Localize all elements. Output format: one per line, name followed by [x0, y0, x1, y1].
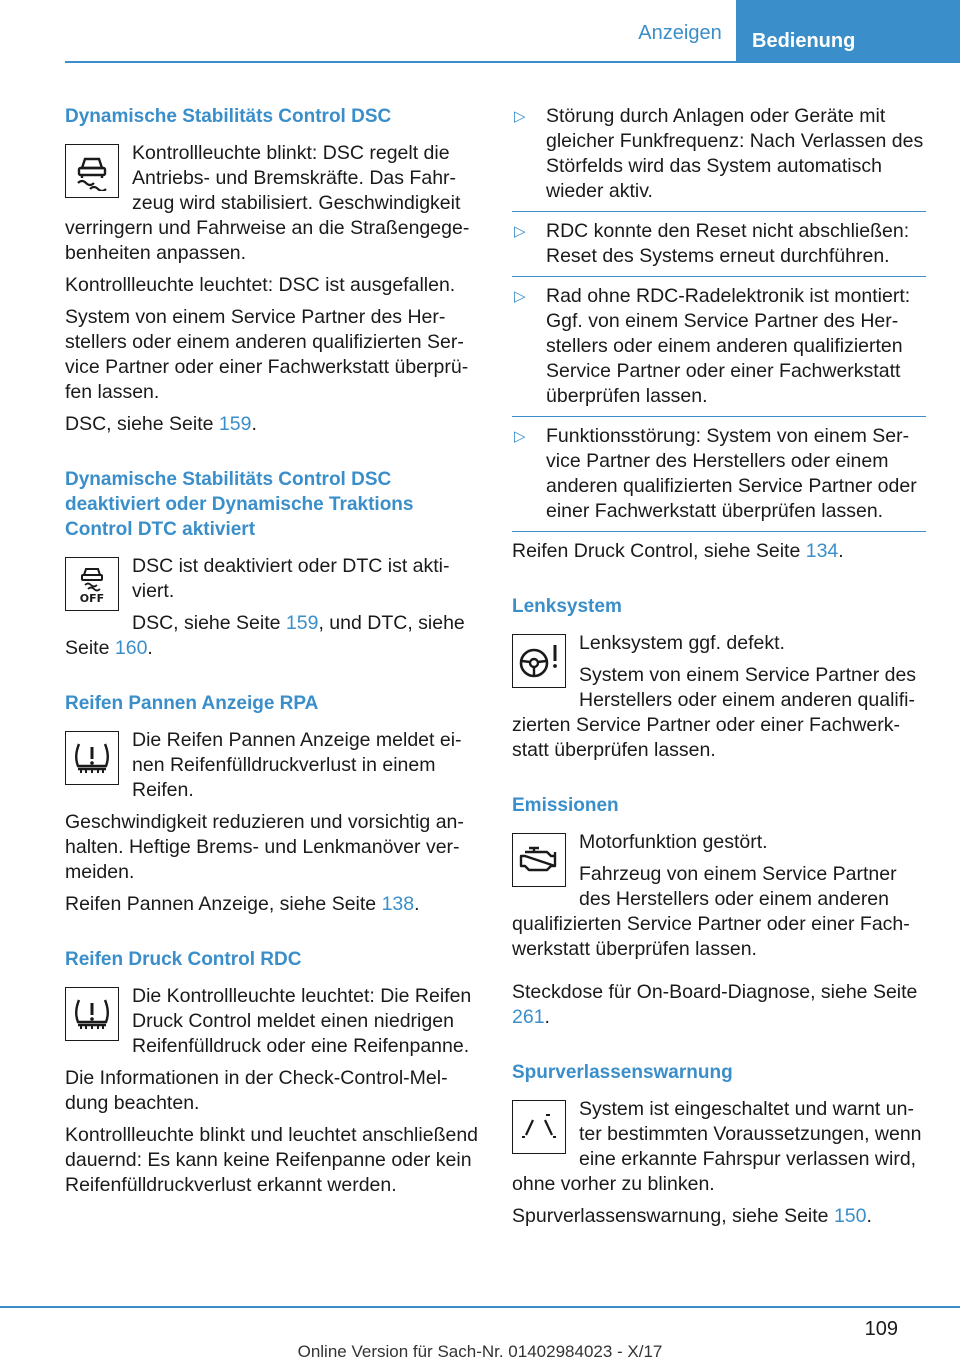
- icon-off-label: OFF: [79, 592, 105, 604]
- ref-text: .: [414, 893, 420, 915]
- dsc-off-reference: [65, 611, 479, 661]
- header-rule: [65, 61, 960, 63]
- rdc-reference: [512, 539, 926, 564]
- lenk-text-2: System von einem Service Partner des Herstellers oder einem anderen qualifizierten Service Partner oder einer Fachwerkstatt überprüfen lassen.: [512, 664, 917, 761]
- section-lenksystem: [512, 594, 926, 763]
- left-column: [65, 104, 479, 1228]
- tire-pressure-warning-icon: [65, 731, 119, 785]
- emis-text-2: Fahrzeug von einem Service Partner des Herstellers oder einem anderen qualifizierten Service Partner oder einer Fachwerkstatt überprüfen lassen.: [512, 863, 910, 960]
- dsc-car-skid-icon: [65, 144, 119, 198]
- engine-check-icon: [512, 833, 566, 887]
- rdc-text-3: Kontrollleuchte blinkt und leuchtet anschließend dauernd: Es kann keine Reifenpanne oder kein Reifenfülldruckverlust erkannt werden.: [65, 1124, 479, 1196]
- rdc-fault-list: [512, 104, 926, 532]
- dsc-off-text-1: DSC ist deaktiviert oder DTC ist aktiviert.: [132, 555, 450, 602]
- spur-text-1: System ist eingeschaltet und warnt unter bestimmten Voraussetzungen, wenn eine erkannte Fahrspur verlassen wird, ohne vorher zu blinken.: [512, 1098, 922, 1195]
- section-dsc-off: [65, 467, 479, 661]
- section-emissionen: [512, 793, 926, 1030]
- dsc-off-icon: [65, 557, 119, 611]
- rpa-text-1: Die Reifen Pannen Anzeige meldet einen Reifenfülldruckverlust in einem Reifen.: [132, 729, 462, 801]
- ref-text: .: [251, 413, 257, 435]
- page-number: 109: [864, 1318, 898, 1340]
- dsc-text-2: Kontrollleuchte leuchtet: DSC ist ausgefallen.: [65, 274, 456, 296]
- header-tab-anzeigen[interactable]: Anzeigen: [638, 22, 722, 44]
- section-title: Reifen Pannen Anzeige RPA: [65, 693, 319, 714]
- list-item-text: Rad ohne RDC-Radelektronik ist montiert: Ggf. von einem Service Partner des Herstellers oder einem anderen qualifizierten Service Partner oder einer Fachwerkstatt überprüfen lassen.: [546, 285, 911, 407]
- obd-reference: [512, 980, 926, 1030]
- section-title: Dynamische Stabilitäts Control DSC: [65, 106, 392, 127]
- triangle-bullet-icon: ▷: [514, 108, 526, 125]
- ref-text: , und DTC, siehe Seite: [65, 612, 465, 659]
- triangle-bullet-icon: ▷: [514, 223, 526, 240]
- page-link-138[interactable]: 138: [381, 893, 415, 915]
- footer-rule: [0, 1306, 960, 1308]
- section-title: Dynamische Stabilitäts Control DSC deaktiviert oder Dynamische Traktions Control DTC aktiviert: [65, 469, 414, 540]
- dsc-text-3: System von einem Service Partner des Herstellers oder einem anderen qualifizierten Service Partner oder einer Fachwerkstatt überprüfen lassen.: [65, 306, 469, 403]
- list-item: [512, 104, 926, 212]
- dsc-reference: [65, 412, 479, 437]
- ref-text: .: [866, 1205, 872, 1227]
- steering-wheel-warning-icon: [512, 634, 566, 688]
- rpa-text-2: Geschwindigkeit reduzieren und vorsichtig anhalten. Heftige Brems- und Lenkmanöver vermeiden.: [65, 811, 464, 883]
- triangle-bullet-icon: ▷: [514, 288, 526, 305]
- section-title: Lenksystem: [512, 596, 622, 617]
- right-column: [512, 104, 926, 1259]
- page-header: [0, 0, 960, 62]
- rdc-text-2: Die Informationen in der Check-Control-Meldung beachten.: [65, 1067, 448, 1114]
- section-spurverlassen: [512, 1060, 926, 1229]
- page-link-159[interactable]: 159: [285, 612, 319, 634]
- page-link-160[interactable]: 160: [114, 637, 148, 659]
- section-dsc: [65, 104, 479, 437]
- header-tab-bedienung[interactable]: Bedienung: [736, 0, 960, 63]
- ref-text: Spurverlassenswarnung, siehe Seite: [512, 1205, 834, 1227]
- lane-departure-icon: [512, 1100, 566, 1154]
- list-item-text: Funktionsstörung: System von einem Service Partner des Herstellers oder einem anderen qualifizierten Service Partner oder einer Fachwerkstatt überprüfen lassen.: [546, 425, 917, 522]
- tire-pressure-warning-icon: [65, 987, 119, 1041]
- ref-text: Reifen Druck Control, siehe Seite: [512, 540, 806, 562]
- section-title: Reifen Druck Control RDC: [65, 949, 302, 970]
- page-link-150[interactable]: 150: [833, 1205, 867, 1227]
- footer-version-text: Online Version für Sach-Nr. 01402984023 - X/17: [297, 1342, 663, 1361]
- list-item-text: RDC konnte den Reset nicht abschließen: Reset des Systems erneut durchführen.: [546, 220, 910, 267]
- list-item: [512, 284, 926, 417]
- ref-text: Steckdose für On-Board-Diagnose, siehe Seite: [512, 981, 918, 1003]
- emis-text-1: Motorfunktion gestört.: [579, 831, 768, 853]
- spur-reference: [512, 1204, 926, 1229]
- rdc-text-1: Die Kontrollleuchte leuchtet: Die Reifen Druck Control meldet einen niedrigen Reifenfülldruck oder eine Reifenpanne.: [132, 985, 472, 1057]
- ref-text: .: [838, 540, 844, 562]
- list-item-text: Störung durch Anlagen oder Geräte mit gleicher Funkfrequenz: Nach Verlassen des Störfelds wird das System automatisch wieder aktiv.: [546, 105, 924, 202]
- page-link-159[interactable]: 159: [218, 413, 252, 435]
- section-rdc: [65, 947, 479, 1198]
- page-link-261[interactable]: 261: [512, 1006, 545, 1028]
- list-item: [512, 424, 926, 532]
- section-title: Emissionen: [512, 795, 619, 816]
- dsc-text-1: Kontrollleuchte blinkt: DSC regelt die Antriebs- und Bremskräfte. Das Fahrzeug wird stabilisiert. Geschwindigkeit verringern und Fahrweise an die Straßengegebenheiten anpassen.: [65, 142, 470, 264]
- lenk-text-1: Lenksystem ggf. defekt.: [579, 632, 785, 654]
- ref-text: DSC, siehe Seite: [132, 612, 286, 634]
- triangle-bullet-icon: ▷: [514, 428, 526, 445]
- list-item: [512, 219, 926, 277]
- ref-text: DSC, siehe Seite: [65, 413, 219, 435]
- ref-text: .: [147, 637, 153, 659]
- section-rpa: [65, 691, 479, 917]
- ref-text: .: [544, 1006, 550, 1028]
- rpa-reference: [65, 892, 479, 917]
- ref-text: Reifen Pannen Anzeige, siehe Seite: [65, 893, 382, 915]
- page-link-134[interactable]: 134: [805, 540, 839, 562]
- section-title: Spurverlassenswarnung: [512, 1062, 733, 1083]
